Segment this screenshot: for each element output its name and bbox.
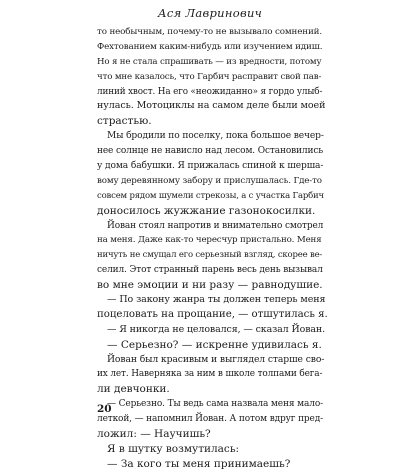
text-line: Я в шутку возмутилась: [107, 442, 240, 455]
text-line: то необычным, почему-то не вызывало сомнений. [97, 27, 322, 37]
text-line: ли девчонки. [97, 383, 170, 396]
text-line: нее солнце не нависло над лесом. Остановились [97, 146, 323, 157]
text-line: на меня. Даже как-то чересчур пристально. Меня [97, 235, 322, 246]
body-text [97, 25, 329, 472]
text-line: у дома бабушки. Я прижалась спиной к шерша- [97, 161, 324, 172]
text-line: нулась. Мотоциклы на самом деле были моей [97, 100, 326, 112]
page-number: 20 [97, 403, 112, 415]
text-line: ничуть не смущал его серьезный взгляд, скорее ве- [97, 250, 323, 261]
text-line: во мне эмоции и ни разу — равнодушие. [97, 279, 323, 292]
text-line: — Серьезно? — искренне удивилась я. [107, 338, 322, 351]
text-line: ложил: — Научишь? [97, 428, 211, 441]
running-head-author: Ася Лавринович [157, 6, 263, 20]
text-line: — Серьезно. Ты ведь сама назвала меня мало- [107, 399, 324, 410]
text-line: что мне казалось, что Гарбич расправит свой пав- [97, 71, 322, 82]
text-line: селил. Этот странный парень весь день вызывал [97, 265, 323, 276]
text-line: Йован стоял напротив и внимательно смотрел [107, 220, 324, 231]
text-line: совсем рядом шумели стрекозы, а с участка Гарбич [97, 190, 324, 201]
text-line: Но я не стала спрашивать — из вредности, потому [97, 56, 322, 67]
text-line: леткой, — напомнил Йован. А потом вдруг пред- [97, 414, 323, 425]
text-line: доносилось жужжание газонокосилки. [97, 204, 316, 217]
text-line: поцеловать на прощание, — отшутилась я. [97, 308, 328, 320]
text-line: Мы бродили по поселку, пока большое вечер- [107, 131, 324, 142]
text-line: Йован был красивым и выглядел старше сво- [107, 353, 325, 365]
text-line: вому деревянному забору и прислушалась. Где-то [97, 175, 322, 186]
text-line: страстью. [97, 115, 152, 128]
text-line: — За кого ты меня принимаешь? [107, 457, 291, 470]
text-line: их лет. Наверняка за ним в школе толпами бега- [97, 369, 323, 380]
text-line: линий хвост. На его «неожиданно» я гордо улыб- [97, 86, 323, 97]
text-line: Фехтованием каким-нибудь или изучением идиш. [97, 41, 323, 52]
text-line: — Я никогда не целовался, — сказал Йован. [107, 323, 326, 335]
text-line: — По закону жанра ты должен теперь меня [107, 294, 326, 306]
